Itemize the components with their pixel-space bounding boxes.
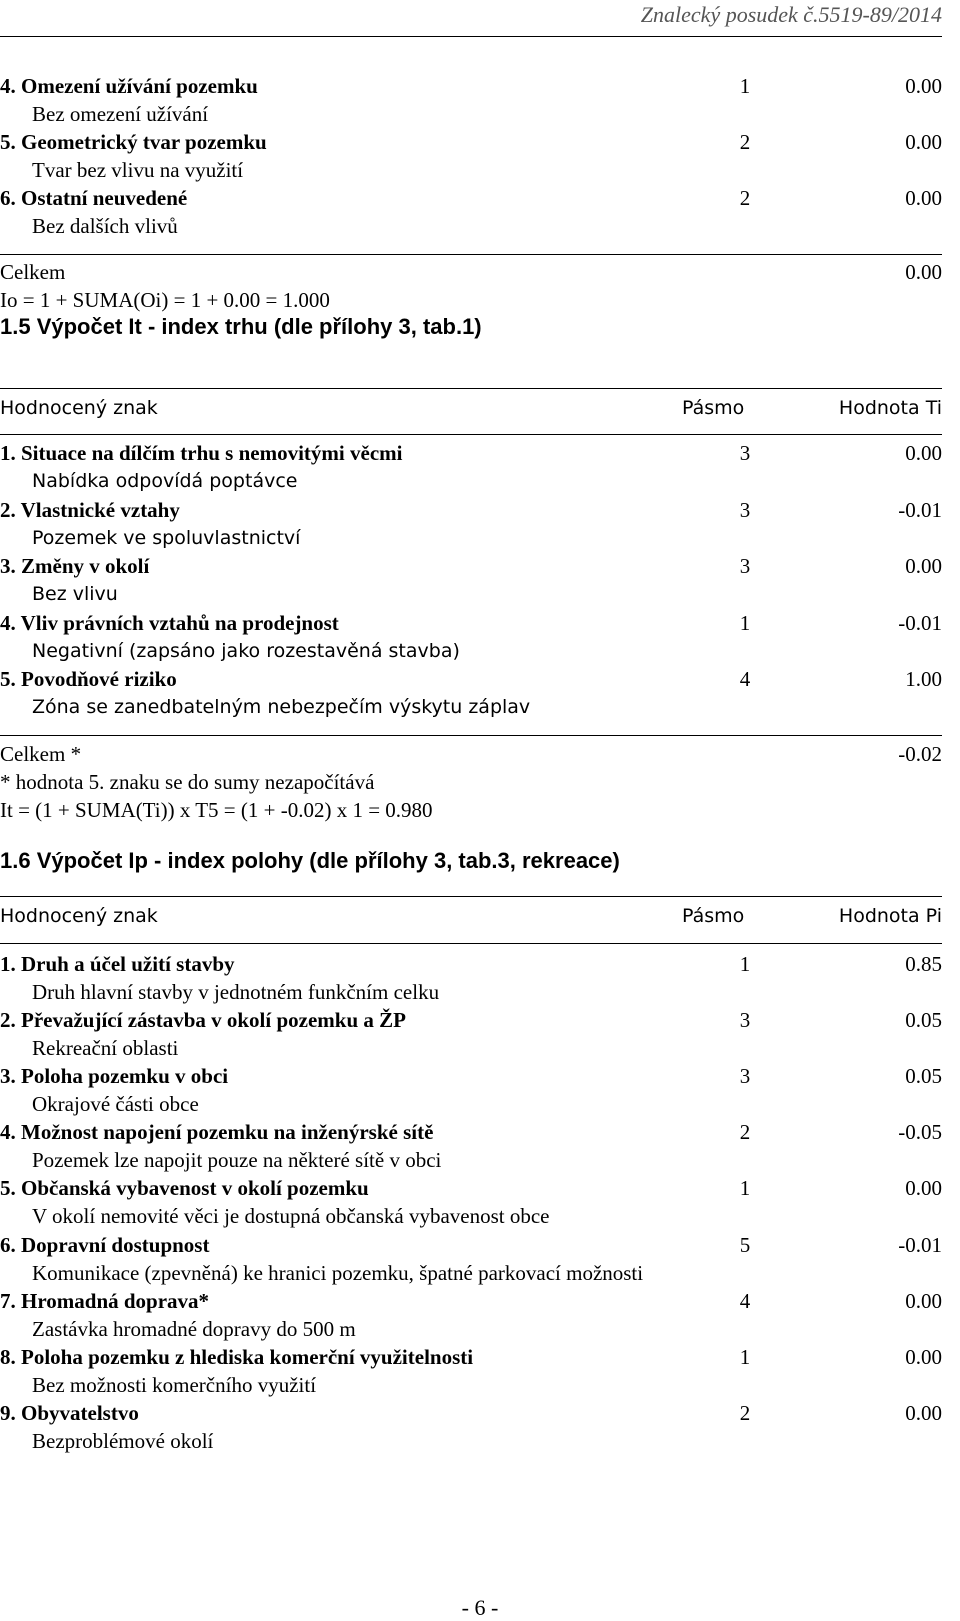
item-label: 7. Hromadná doprava* xyxy=(0,1289,210,1313)
item-description: Bez dalších vlivů xyxy=(32,214,178,238)
item-band: 2 xyxy=(739,1120,751,1144)
table-row xyxy=(0,1006,942,1034)
item-label: 4. Možnost napojení pozemku na inženýrské sítě xyxy=(0,1120,434,1144)
item-band: 3 xyxy=(739,441,751,465)
item-value: 0.00 xyxy=(905,186,942,210)
item-description: Zastávka hromadné dopravy do 500 m xyxy=(32,1317,356,1341)
item-label: 4. Omezení užívání pozemku xyxy=(0,74,258,98)
total-value: 0.00 xyxy=(905,260,942,284)
list-item xyxy=(0,128,942,156)
table-row xyxy=(0,609,942,637)
formula-text: It = (1 + SUMA(Ti)) x T5 = (1 + -0.02) x 1 = 0.980 xyxy=(0,798,433,822)
item-band: 2 xyxy=(739,186,751,210)
total-value: -0.02 xyxy=(898,742,942,766)
table-row xyxy=(0,950,942,978)
footnote-text: * hodnota 5. znaku se do sumy nezapočítává xyxy=(0,770,375,794)
table-row xyxy=(0,1231,942,1259)
item-label: 9. Obyvatelstvo xyxy=(0,1401,139,1425)
page-number: - 6 - xyxy=(461,1595,499,1620)
item-label: 6. Ostatní neuvedené xyxy=(0,186,188,210)
item-description: V okolí nemovité věci je dostupná občanská vybavenost obce xyxy=(32,1204,550,1228)
table-row xyxy=(0,1287,942,1315)
table-row-description xyxy=(0,1315,942,1343)
total-row xyxy=(0,740,942,768)
item-value: -0.01 xyxy=(898,498,942,522)
list-item xyxy=(0,184,942,212)
list-item-description xyxy=(0,100,942,128)
list-item-description xyxy=(0,212,942,240)
table-row xyxy=(0,1174,942,1202)
item-band: 4 xyxy=(739,1289,751,1313)
item-value: 0.00 xyxy=(905,1401,942,1425)
item-label: 3. Změny v okolí xyxy=(0,554,150,578)
item-description: Rekreační oblasti xyxy=(32,1036,179,1060)
item-band: 2 xyxy=(739,1401,751,1425)
table-row-description xyxy=(0,1202,942,1230)
total-label: Celkem * xyxy=(0,742,82,766)
item-value: 0.00 xyxy=(905,554,942,578)
table-row xyxy=(0,1343,942,1371)
item-label: 1. Situace na dílčím trhu s nemovitými věcmi xyxy=(0,441,403,465)
item-description: Komunikace (zpevněná) ke hranici pozemku, špatné parkovací možnosti xyxy=(32,1261,644,1285)
item-value: 0.00 xyxy=(905,74,942,98)
item-band: 5 xyxy=(739,1233,751,1257)
item-band: 4 xyxy=(739,667,751,691)
table-header-rule xyxy=(0,943,942,944)
item-value: -0.01 xyxy=(898,1233,942,1257)
total-label: Celkem xyxy=(0,260,66,284)
header-divider xyxy=(0,36,942,37)
item-description: Bez omezení užívání xyxy=(32,102,209,126)
formula-row xyxy=(0,286,942,314)
table-row-description xyxy=(0,524,942,552)
table-row-description xyxy=(0,1146,942,1174)
column-header-value: Hodnota Pi xyxy=(838,905,942,927)
column-header-band: Pásmo xyxy=(682,905,745,927)
table-top-rule xyxy=(0,388,942,389)
item-description: Zóna se zanedbatelným nebezpečím výskytu záplav xyxy=(32,696,531,718)
item-band: 3 xyxy=(739,1064,751,1088)
column-header-value: Hodnota Ti xyxy=(838,397,942,419)
item-description: Pozemek ve spoluvlastnictví xyxy=(32,527,301,549)
item-value: 1.00 xyxy=(905,667,942,691)
section-title-ip: 1.6 Výpočet Ip - index polohy (dle přílohy 3, tab.3, rekreace) xyxy=(0,848,620,873)
total-divider xyxy=(0,254,942,255)
item-band: 1 xyxy=(739,1345,751,1369)
item-label: 1. Druh a účel užití stavby xyxy=(0,952,235,976)
table-row xyxy=(0,1062,942,1090)
document-header: Znalecký posudek č.5519-89/2014 xyxy=(640,2,942,27)
item-description: Negativní (zapsáno jako rozestavěná stavba) xyxy=(32,640,460,662)
item-description: Okrajové části obce xyxy=(32,1092,199,1116)
table-top-rule xyxy=(0,896,942,897)
item-label: 5. Občanská vybavenost v okolí pozemku xyxy=(0,1176,369,1200)
item-description: Druh hlavní stavby v jednotném funkčním celku xyxy=(32,980,440,1004)
item-value: -0.05 xyxy=(898,1120,942,1144)
column-header-feature: Hodnocený znak xyxy=(0,397,158,419)
item-label: 5. Povodňové riziko xyxy=(0,667,177,691)
table-row-description xyxy=(0,1034,942,1062)
item-band: 1 xyxy=(739,74,751,98)
item-band: 3 xyxy=(739,498,751,522)
item-label: 2. Převažující zástavba v okolí pozemku a ŽP xyxy=(0,1008,406,1032)
table-header xyxy=(0,394,942,422)
item-value: 0.00 xyxy=(905,130,942,154)
section-title-it: 1.5 Výpočet It - index trhu (dle přílohy 3, tab.1) xyxy=(0,314,482,339)
item-value: 0.00 xyxy=(905,441,942,465)
table-row-description xyxy=(0,978,942,1006)
item-description: Bezproblémové okolí xyxy=(32,1429,214,1453)
table-row-description xyxy=(0,580,942,608)
item-band: 2 xyxy=(739,130,751,154)
table-row xyxy=(0,496,942,524)
item-description: Bez možnosti komerčního využití xyxy=(32,1373,317,1397)
table-row-description xyxy=(0,693,942,721)
table-row-description xyxy=(0,1427,942,1455)
item-description: Bez vlivu xyxy=(32,583,118,605)
formula-row xyxy=(0,796,942,824)
item-band: 3 xyxy=(739,1008,751,1032)
table-row xyxy=(0,1118,942,1146)
item-label: 3. Poloha pozemku v obci xyxy=(0,1064,229,1088)
list-item xyxy=(0,72,942,100)
item-value: 0.05 xyxy=(905,1064,942,1088)
table-row xyxy=(0,665,942,693)
item-band: 1 xyxy=(739,952,751,976)
table-row-description xyxy=(0,1259,942,1287)
table-header xyxy=(0,902,942,930)
item-band: 1 xyxy=(739,611,751,635)
formula-text: Io = 1 + SUMA(Oi) = 1 + 0.00 = 1.000 xyxy=(0,288,330,312)
table-row xyxy=(0,1399,942,1427)
column-header-feature: Hodnocený znak xyxy=(0,905,158,927)
item-value: 0.05 xyxy=(905,1008,942,1032)
table-header-rule xyxy=(0,434,942,435)
item-value: 0.00 xyxy=(905,1176,942,1200)
item-label: 6. Dopravní dostupnost xyxy=(0,1233,210,1257)
table-row-description xyxy=(0,467,942,495)
item-label: 5. Geometrický tvar pozemku xyxy=(0,130,267,154)
total-row xyxy=(0,258,942,286)
item-label: 2. Vlastnické vztahy xyxy=(0,498,180,522)
item-band: 3 xyxy=(739,554,751,578)
note-row xyxy=(0,768,942,796)
table-row-description xyxy=(0,637,942,665)
item-value: -0.01 xyxy=(898,611,942,635)
item-band: 1 xyxy=(739,1176,751,1200)
table-row xyxy=(0,439,942,467)
list-item-description xyxy=(0,156,942,184)
item-label: 4. Vliv právních vztahů na prodejnost xyxy=(0,611,339,635)
table-row xyxy=(0,552,942,580)
item-label: 8. Poloha pozemku z hlediska komerční využitelnosti xyxy=(0,1345,474,1369)
item-description: Tvar bez vlivu na využití xyxy=(32,158,244,182)
item-description: Pozemek lze napojit pouze na některé sítě v obci xyxy=(32,1148,442,1172)
column-header-band: Pásmo xyxy=(682,397,745,419)
total-divider xyxy=(0,735,942,736)
table-row-description xyxy=(0,1371,942,1399)
item-value: 0.00 xyxy=(905,1289,942,1313)
item-value: 0.85 xyxy=(905,952,942,976)
item-value: 0.00 xyxy=(905,1345,942,1369)
item-description: Nabídka odpovídá poptávce xyxy=(32,470,298,492)
table-row-description xyxy=(0,1090,942,1118)
